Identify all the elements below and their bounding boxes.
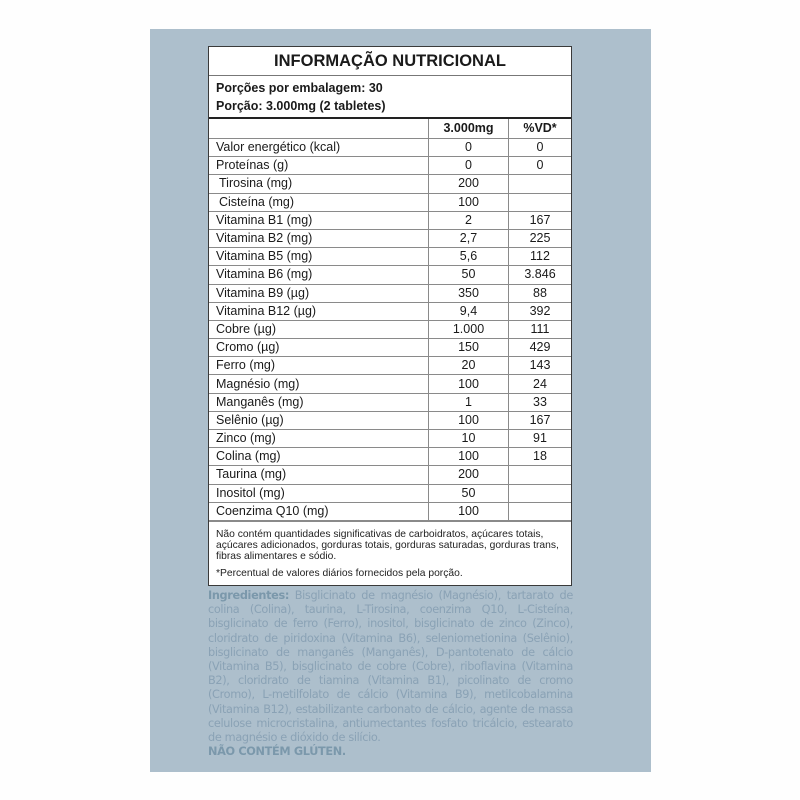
nutrient-daily-value: 143 [509, 357, 572, 375]
nutrient-name: Cisteína (mg) [209, 193, 429, 211]
gluten-warning: NÃO CONTÉM GLÚTEN. [208, 745, 346, 759]
nutrient-name: Valor energético (kcal) [209, 139, 429, 157]
nutrient-daily-value: 429 [509, 339, 572, 357]
nutrient-amount: 150 [429, 339, 509, 357]
nutrient-amount: 1 [429, 393, 509, 411]
table-row [209, 229, 571, 247]
table-row [209, 393, 571, 411]
table-row [209, 320, 571, 338]
table-row [209, 357, 571, 375]
nutrient-name: Manganês (mg) [209, 393, 429, 411]
nutrient-name: Selênio (µg) [209, 411, 429, 429]
nutrient-amount: 100 [429, 502, 509, 520]
nutrient-name: Vitamina B12 (µg) [209, 302, 429, 320]
nutrient-daily-value [509, 484, 572, 502]
table-row [209, 302, 571, 320]
header-amount: 3.000mg [429, 119, 509, 139]
nutrient-daily-value: 112 [509, 248, 572, 266]
table-header-row [209, 119, 571, 139]
table-row [209, 339, 571, 357]
nutrient-name: Taurina (mg) [209, 466, 429, 484]
nutrient-name: Proteínas (g) [209, 157, 429, 175]
nutrient-daily-value: 88 [509, 284, 572, 302]
nutrient-amount: 10 [429, 430, 509, 448]
table-row [209, 266, 571, 284]
nutrient-daily-value: 167 [509, 411, 572, 429]
nutrient-amount: 200 [429, 466, 509, 484]
table-row [209, 193, 571, 211]
table-row [209, 248, 571, 266]
nutrient-daily-value [509, 502, 572, 520]
serving-size: Porção: 3.000mg (2 tabletes) [216, 99, 386, 113]
nutrient-amount: 100 [429, 193, 509, 211]
nutrient-name: Tirosina (mg) [209, 175, 429, 193]
nutrient-amount: 100 [429, 411, 509, 429]
not-significant-note: Não contém quantidades significativas de carboidratos, açúcares totais, açúcares adicionados, gorduras totais, gorduras saturadas, gorduras trans, fibras alimentares e sódio. [216, 528, 559, 562]
table-row [209, 502, 571, 520]
daily-value-note: *Percentual de valores diários fornecidos pela porção. [216, 567, 463, 579]
nutrient-daily-value: 0 [509, 139, 572, 157]
table-row [209, 157, 571, 175]
ingredients-label: Ingredientes: [208, 589, 289, 602]
nutrient-amount: 2,7 [429, 229, 509, 247]
footnotes [209, 521, 571, 585]
nutrient-name: Vitamina B5 (mg) [209, 248, 429, 266]
header-daily-value: %VD* [509, 119, 572, 139]
table-row [209, 284, 571, 302]
table-row [209, 211, 571, 229]
nutrient-name: Colina (mg) [209, 448, 429, 466]
nutrient-daily-value: 225 [509, 229, 572, 247]
nutrient-amount: 0 [429, 157, 509, 175]
table-row [209, 466, 571, 484]
nutrient-daily-value: 91 [509, 430, 572, 448]
header-nutrient [209, 119, 429, 139]
nutrient-daily-value [509, 466, 572, 484]
nutrient-name: Ferro (mg) [209, 357, 429, 375]
nutrient-amount: 0 [429, 139, 509, 157]
nutrient-daily-value [509, 175, 572, 193]
nutrient-daily-value: 392 [509, 302, 572, 320]
nutrient-daily-value: 33 [509, 393, 572, 411]
table-row [209, 175, 571, 193]
nutrient-amount: 200 [429, 175, 509, 193]
nutrient-name: Coenzima Q10 (mg) [209, 502, 429, 520]
nutrient-daily-value [509, 193, 572, 211]
nutrient-daily-value: 18 [509, 448, 572, 466]
nutrient-name: Inositol (mg) [209, 484, 429, 502]
nutrient-amount: 9,4 [429, 302, 509, 320]
nutrient-name: Cobre (µg) [209, 320, 429, 338]
nutrient-name: Vitamina B2 (mg) [209, 229, 429, 247]
nutrient-daily-value: 167 [509, 211, 572, 229]
nutrient-daily-value: 3.846 [509, 266, 572, 284]
nutrient-table [209, 119, 571, 521]
table-row [209, 430, 571, 448]
table-row [209, 139, 571, 157]
nutrient-amount: 1.000 [429, 320, 509, 338]
nutrient-amount: 2 [429, 211, 509, 229]
ingredients-block [208, 589, 573, 759]
nutrient-name: Cromo (µg) [209, 339, 429, 357]
serving-info [209, 76, 571, 119]
nutrient-amount: 50 [429, 266, 509, 284]
nutrient-name: Vitamina B9 (µg) [209, 284, 429, 302]
nutrient-amount: 350 [429, 284, 509, 302]
nutrient-name: Magnésio (mg) [209, 375, 429, 393]
table-row [209, 375, 571, 393]
nutrient-amount: 100 [429, 375, 509, 393]
nutrient-amount: 20 [429, 357, 509, 375]
nutrient-amount: 100 [429, 448, 509, 466]
nutrient-daily-value: 111 [509, 320, 572, 338]
table-row [209, 411, 571, 429]
nutrient-daily-value: 24 [509, 375, 572, 393]
table-row [209, 448, 571, 466]
nutrition-title: INFORMAÇÃO NUTRICIONAL [209, 47, 571, 76]
nutrient-name: Vitamina B6 (mg) [209, 266, 429, 284]
nutrient-name: Zinco (mg) [209, 430, 429, 448]
nutrient-name: Vitamina B1 (mg) [209, 211, 429, 229]
servings-per-package: Porções por embalagem: 30 [216, 81, 383, 95]
table-row [209, 484, 571, 502]
nutrient-amount: 50 [429, 484, 509, 502]
nutrition-facts-table [208, 46, 572, 586]
nutrient-amount: 5,6 [429, 248, 509, 266]
nutrient-daily-value: 0 [509, 157, 572, 175]
ingredients-text: Bisglicinato de magnésio (Magnésio), tartarato de colina (Colina), taurina, L-Tirosina, coenzima Q10, L-Cisteína, bisglicinato de ferro (Ferro), inositol, bisglicinato de zinco (Zinco), cloridrato de piridoxina (Vitamina B6), seleniometionina (Selênio), bisglicinato de manganês (Manganês), D-pantotenato de cálcio (Vitamina B5), bisglicinato de cobre (Cobre), riboflavina (Vitamina B2), cloridrato de tiamina (Vitamina B1), picolinato de cromo (Cromo), L-metilfolato de cálcio (Vitamina B9), metilcobalamina (Vitamina B12), estabilizante carbonato de cálcio, agente de massa celulose microcristalina, antiumectantes fosfato tricálcio, estearato de magnésio e dióxido de silício. [208, 589, 573, 745]
